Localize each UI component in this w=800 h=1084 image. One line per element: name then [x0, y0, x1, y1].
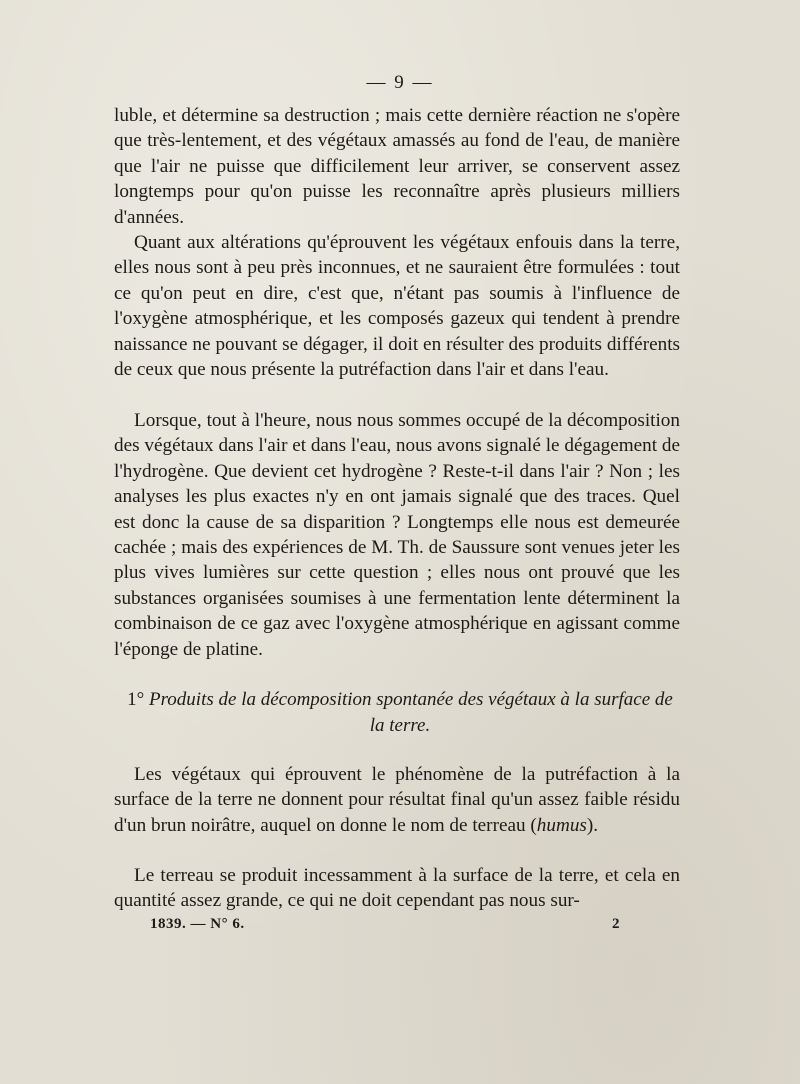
- paragraph-3-text: Lorsque, tout à l'heure, nous nous sommes occupé de la décomposition des végétaux dans l'air et dans l'eau, nous avons signalé le dégagement de l'hydrogène. Que devient cet hydrogène ? Reste-t-il dans l'air ? Non ; les analyses les plus exactes n'y en ont jamais signalé que des traces. Quel est donc la cause de sa disparition ? Longtemps elle nous est demeurée cachée ; mais des expériences de M. Th. de Saussure sont venues jeter les plus vives lumières sur cette question ; elles nous ont prouvé que les substances organisées soumises à une fermentation lente déterminent la combinaison de ce gaz avec l'oxygène atmosphérique en agissant comme l'éponge de platine.: [114, 410, 680, 660]
- paragraph-1-text: luble, et détermine sa destruction ; mais cette dernière réaction ne s'opère que très-lentement, et des végétaux amassés au fond de l'eau, de manière que l'air ne puisse que difficilement leur arriver, se conservent assez longtemps pour qu'on puisse les reconnaître après plusieurs milliers d'années.: [114, 105, 680, 228]
- paragraph-4-italic: humus: [536, 814, 587, 836]
- footer-sheet-number: 2: [612, 916, 620, 932]
- paragraph-2: [114, 230, 680, 382]
- page-number: — 9 —: [366, 72, 434, 93]
- paragraph-4-after: ).: [586, 814, 599, 836]
- paragraph-3: [114, 408, 680, 662]
- section-heading: [120, 687, 680, 739]
- paragraph-1: [114, 103, 680, 230]
- footer-signature-mark: 1839. — N° 6.: [150, 916, 245, 932]
- section-heading-number: 1°: [127, 689, 145, 710]
- paragraph-5-text: Le terreau se produit incessamment à la surface de la terre, et cela en quantité assez grande, ce qui ne doit cependant pas nous sur-: [114, 865, 680, 912]
- paragraph-4: [114, 762, 680, 838]
- paragraph-4-text: [114, 762, 680, 838]
- paragraph-4-before: Les végétaux qui éprouvent le phénomène de la putréfaction à la surface de la terre ne donnent pour résultat final qu'un assez faible résidu d'un brun noirâtre, auquel on donne le nom de terreau (: [114, 764, 680, 836]
- paragraph-5: [114, 863, 680, 914]
- paragraph-2-text: Quant aux altérations qu'éprouvent les végétaux enfouis dans la terre, elles nous sont à peu près inconnues, et ne sauraient être formulées : tout ce qu'on peut en dire, c'est que, n'étant pas soumis à l'influence de l'oxygène atmosphérique, et les composés gazeux qui tendent à prendre naissance ne pouvant se dégager, il doit en résulter des produits différents de ceux que nous présente la putréfaction dans l'air et dans l'eau.: [114, 232, 680, 381]
- section-heading-text: Produits de la décomposition spontanée des végétaux à la surface de la terre.: [149, 689, 673, 736]
